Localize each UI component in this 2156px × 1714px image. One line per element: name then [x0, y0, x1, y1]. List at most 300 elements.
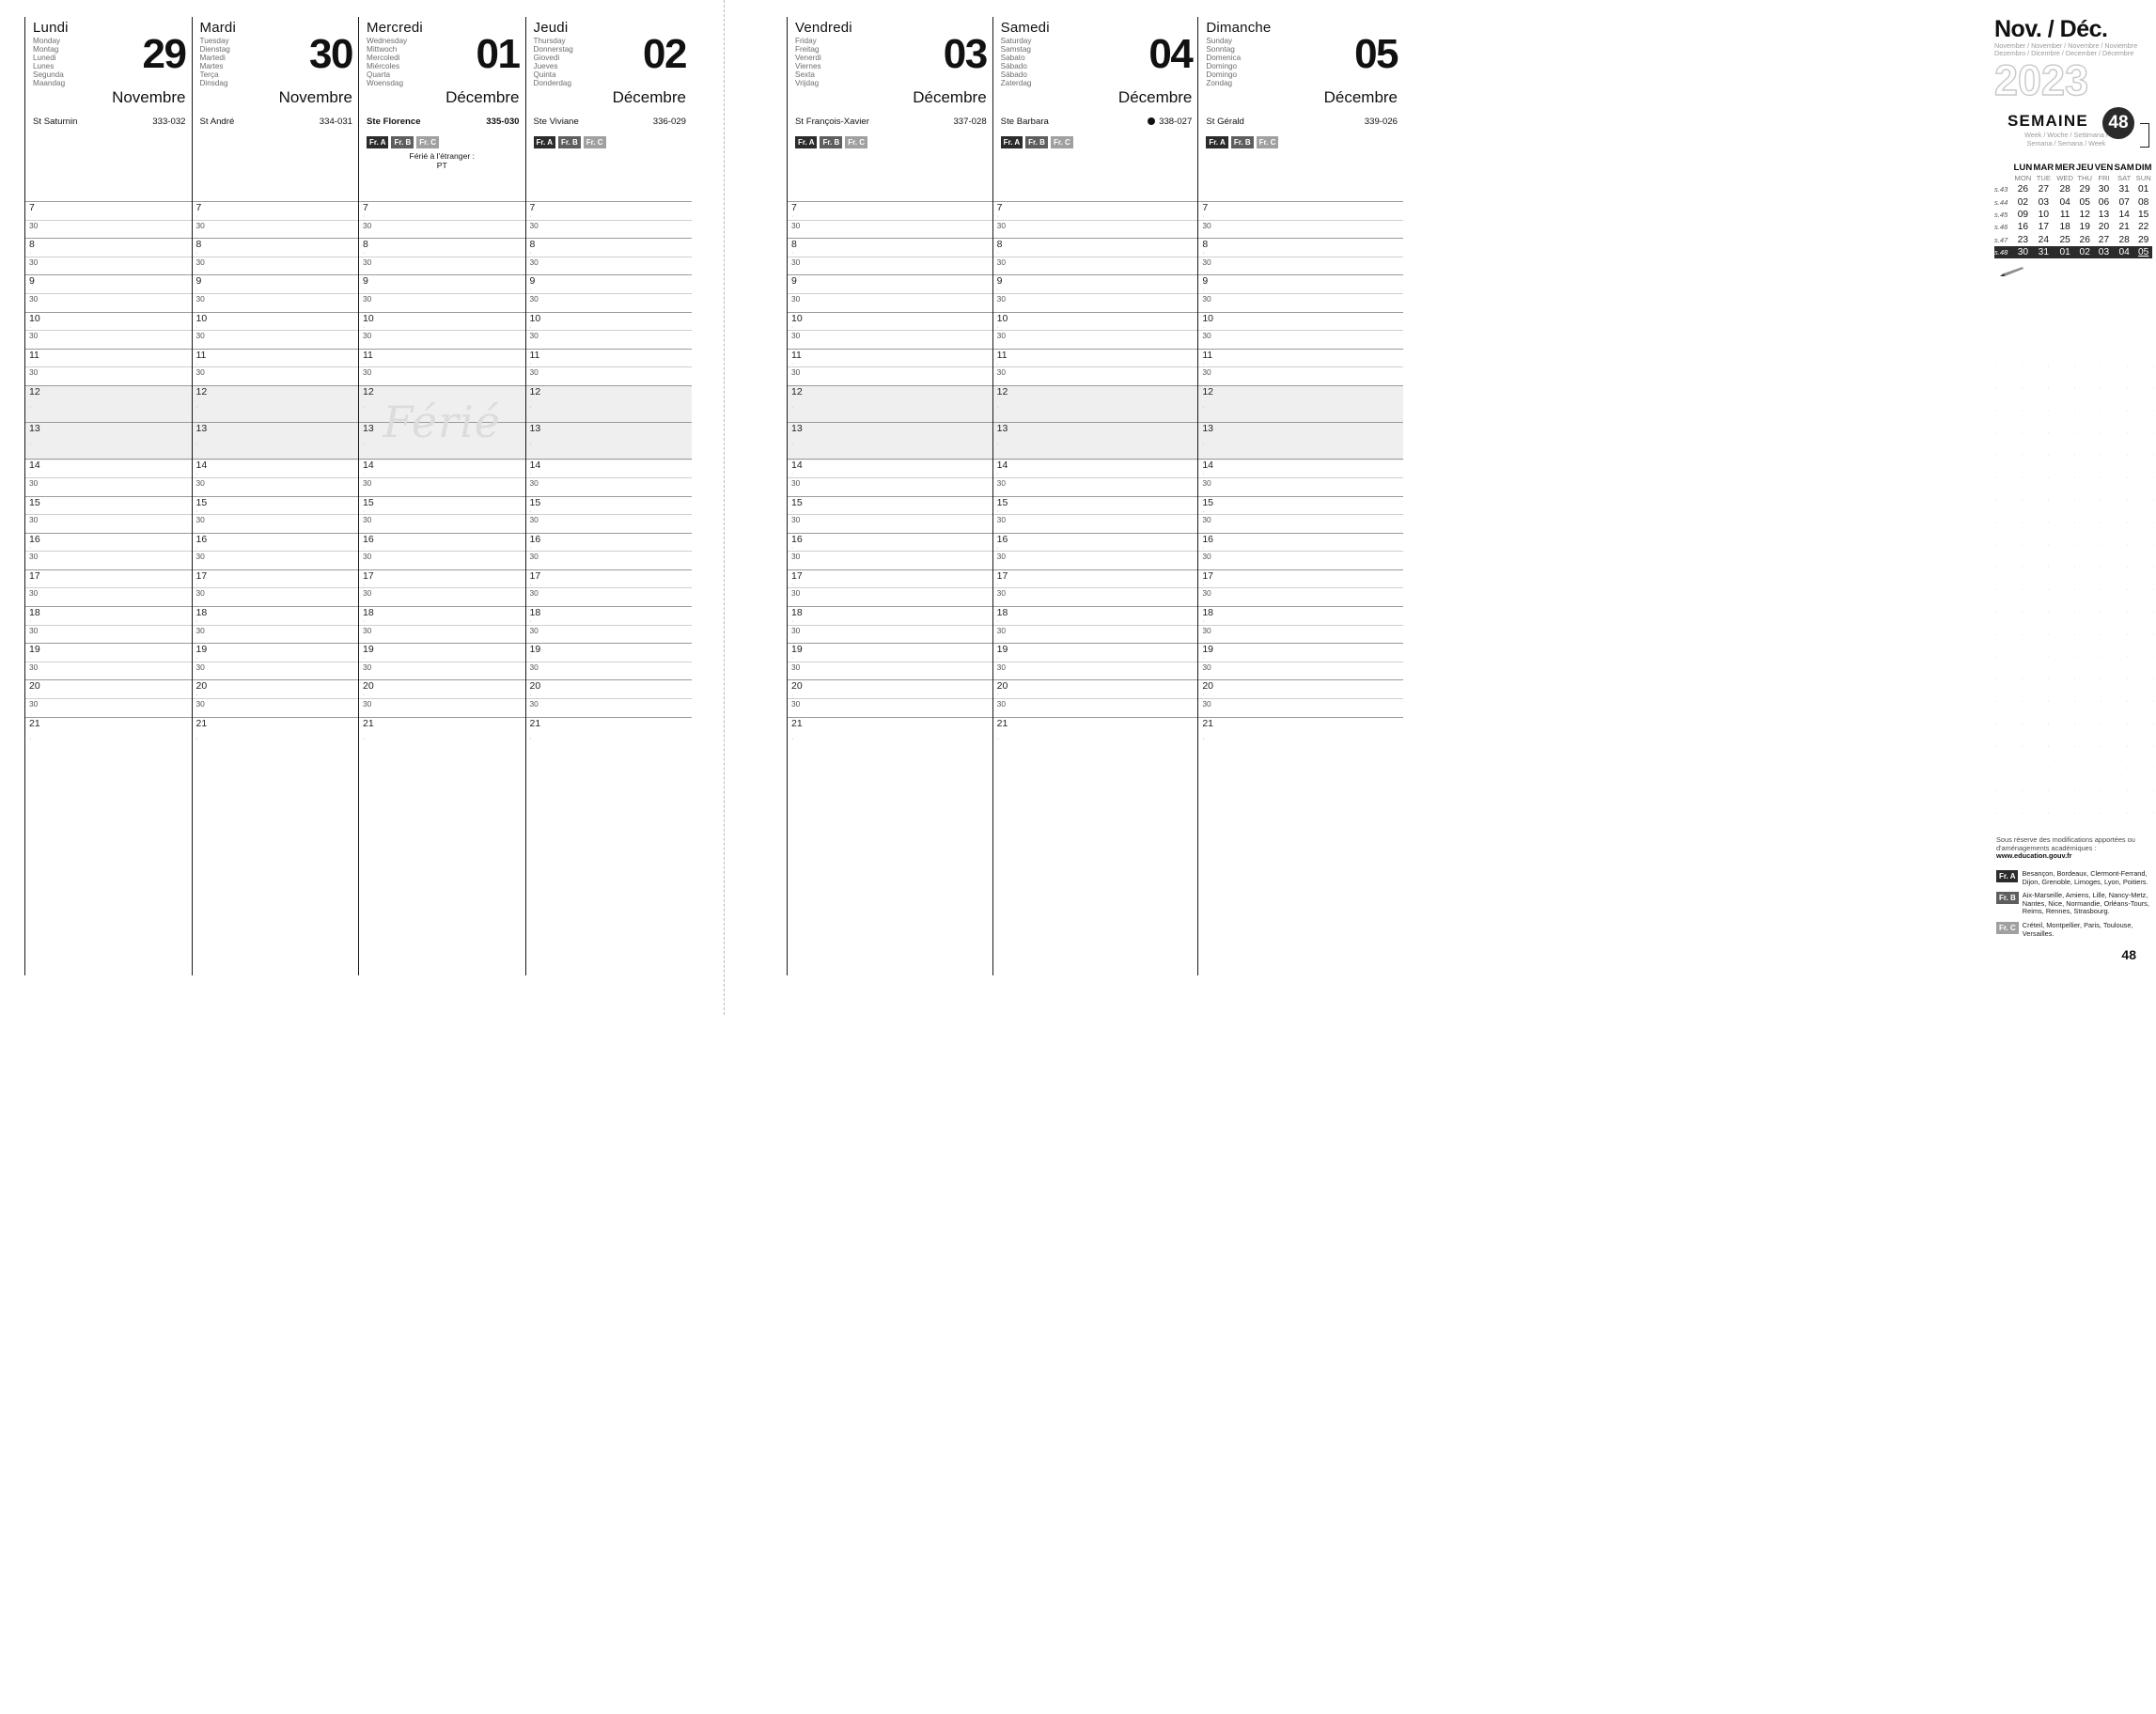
hour-line	[25, 496, 192, 497]
mini-cal-day[interactable]: 27	[2098, 234, 2110, 245]
hour-slots[interactable]	[359, 201, 525, 951]
mini-cal-day[interactable]: 16	[2017, 222, 2029, 233]
mini-cal-week-row[interactable]	[1994, 246, 2152, 258]
hour-line	[25, 717, 192, 718]
hour-slot[interactable]	[25, 459, 192, 495]
mini-cal-week-number: s.46	[1994, 223, 2008, 232]
hour-label: 17	[996, 569, 1008, 582]
mini-cal-day[interactable]: 29	[2138, 234, 2149, 245]
mini-cal-week-row[interactable]	[1994, 221, 2152, 233]
day-name: Mercredi	[367, 20, 423, 36]
hour-slot[interactable]	[526, 385, 693, 422]
hour-line	[359, 385, 525, 386]
hour-label: 12	[29, 385, 40, 397]
saint-row	[359, 115, 525, 132]
half-hour-line	[25, 514, 192, 515]
mini-cal-day[interactable]: 31	[2033, 246, 2054, 258]
hour-slot[interactable]	[526, 533, 693, 569]
hour-slot[interactable]	[193, 606, 359, 643]
hour-line	[1198, 385, 1403, 386]
day-number: 01	[476, 31, 520, 77]
hour-slot[interactable]	[1198, 717, 1403, 754]
half-hour-line	[1198, 698, 1403, 699]
half-hour-label: 30	[363, 515, 372, 525]
hour-slot[interactable]	[193, 459, 359, 495]
hour-slot[interactable]	[1198, 274, 1403, 311]
hour-line	[359, 422, 525, 423]
day-header	[25, 17, 192, 115]
mini-cal-day[interactable]: 05	[2079, 196, 2090, 208]
hour-slot[interactable]	[1198, 569, 1403, 606]
hour-line	[993, 679, 1198, 680]
hour-slot[interactable]	[359, 459, 525, 495]
hour-slot[interactable]	[1198, 643, 1403, 679]
half-hour-line	[993, 366, 1198, 367]
hour-line	[788, 533, 992, 534]
hour-slot[interactable]	[25, 643, 192, 679]
hour-slots[interactable]	[993, 201, 1198, 951]
half-hour-line	[25, 551, 192, 552]
hour-slot[interactable]	[993, 606, 1198, 643]
half-hour-line	[359, 330, 525, 331]
slot-dot: ·	[195, 360, 200, 367]
hour-slot[interactable]	[193, 643, 359, 679]
half-hour-line	[526, 366, 693, 367]
hour-slot[interactable]	[788, 679, 992, 716]
hour-slot[interactable]	[25, 422, 192, 459]
hour-slot[interactable]	[1198, 201, 1403, 238]
mini-cal-day[interactable]: 22	[2138, 222, 2149, 233]
mini-cal-weekday: DIM	[2134, 162, 2152, 173]
mini-cal-week-row[interactable]	[1994, 209, 2152, 221]
hour-slot[interactable]	[993, 496, 1198, 533]
hour-line	[1198, 201, 1403, 202]
hour-slot[interactable]	[193, 496, 359, 533]
mini-cal-week-row[interactable]	[1994, 195, 2152, 208]
mini-cal-day[interactable]: 27	[2038, 184, 2049, 195]
hour-slot[interactable]	[25, 679, 192, 716]
hour-line	[526, 643, 693, 644]
half-hour-label: 30	[195, 625, 205, 635]
hour-slot[interactable]	[25, 312, 192, 349]
hour-slot[interactable]	[993, 679, 1198, 716]
hour-slot[interactable]	[526, 643, 693, 679]
hour-line	[193, 717, 359, 718]
hour-slot[interactable]	[359, 679, 525, 716]
hour-slot[interactable]	[1198, 238, 1403, 274]
half-hour-label: 30	[996, 662, 1006, 672]
slot-dot: ·	[1202, 287, 1207, 294]
hour-slot[interactable]	[993, 349, 1198, 385]
mini-cal-day[interactable]: 04	[2059, 196, 2070, 208]
slot-dot: ·	[529, 250, 534, 257]
hour-slot[interactable]	[359, 533, 525, 569]
hour-slot[interactable]	[1198, 533, 1403, 569]
hour-label: 9	[195, 275, 202, 288]
hour-slot[interactable]	[25, 349, 192, 385]
mini-cal-day[interactable]: 02	[2017, 196, 2029, 208]
hour-line	[25, 533, 192, 534]
hour-slot[interactable]	[993, 717, 1198, 754]
hour-slot[interactable]	[788, 274, 992, 311]
hour-line	[1198, 274, 1403, 275]
hour-line	[993, 312, 1198, 313]
zone-tag: Fr. C	[845, 136, 867, 148]
mini-cal-day[interactable]: 20	[2098, 222, 2110, 233]
hour-slot[interactable]	[788, 385, 992, 422]
mini-cal-day[interactable]: 12	[2079, 209, 2090, 220]
slot-dot: ·	[996, 507, 1002, 515]
hour-slot[interactable]	[25, 385, 192, 422]
hour-slot[interactable]	[993, 312, 1198, 349]
half-hour-label: 30	[996, 367, 1006, 378]
day-name: Samedi	[1000, 20, 1050, 36]
mini-cal-day[interactable]: 26	[2017, 184, 2029, 195]
hour-slot[interactable]	[526, 717, 693, 754]
hour-slot[interactable]	[526, 496, 693, 533]
hour-slot[interactable]	[359, 606, 525, 643]
half-hour-line	[193, 587, 359, 588]
hour-slot[interactable]	[526, 422, 693, 459]
hour-slot[interactable]	[25, 717, 192, 754]
hour-slots[interactable]	[526, 201, 693, 951]
hour-slot[interactable]	[788, 717, 992, 754]
hour-slot[interactable]	[25, 606, 192, 643]
half-hour-label: 30	[195, 257, 205, 267]
mini-cal-day[interactable]: 31	[2118, 184, 2130, 195]
hour-slot[interactable]	[359, 569, 525, 606]
half-hour-line	[359, 514, 525, 515]
hour-slot[interactable]	[788, 422, 992, 459]
hour-slot[interactable]	[526, 679, 693, 716]
hour-label: 21	[195, 717, 208, 729]
moon-phase-icon	[1148, 117, 1155, 125]
hour-slot[interactable]	[526, 201, 693, 238]
hour-line	[359, 201, 525, 202]
hour-slot[interactable]	[25, 533, 192, 569]
hour-slots[interactable]	[25, 201, 192, 951]
hour-line	[526, 459, 693, 460]
slot-dot: ·	[791, 544, 796, 552]
hour-slot[interactable]	[788, 606, 992, 643]
mini-cal-day[interactable]: 18	[2059, 222, 2070, 233]
mini-cal-day[interactable]: 10	[2038, 209, 2049, 220]
hour-slot[interactable]	[1198, 422, 1403, 459]
hour-line	[359, 569, 525, 570]
hour-line	[993, 201, 1198, 202]
slot-dot: ·	[363, 287, 367, 294]
hour-slot[interactable]	[526, 274, 693, 311]
mini-cal-day[interactable]: 05	[2134, 246, 2152, 258]
slot-dot: ·	[996, 581, 1002, 588]
half-hour-label: 30	[29, 625, 39, 635]
day-of-year: 339-026	[1364, 117, 1398, 127]
slot-dot: ·	[529, 507, 534, 515]
hour-slot[interactable]	[193, 717, 359, 754]
hour-slot[interactable]	[788, 643, 992, 679]
hour-line	[1198, 643, 1403, 644]
hour-label: 11	[791, 349, 802, 361]
half-hour-label: 30	[996, 515, 1006, 525]
half-hour-label: 30	[529, 625, 539, 635]
mini-cal-day[interactable]: 19	[2079, 222, 2090, 233]
half-hour-label: 30	[791, 293, 801, 304]
zone-tag: Fr. C	[1257, 136, 1279, 148]
mini-cal-day[interactable]: 24	[2038, 234, 2049, 245]
hour-slot[interactable]	[25, 496, 192, 533]
hour-slot[interactable]	[526, 459, 693, 495]
mini-cal-day[interactable]: 04	[2114, 246, 2135, 258]
day-of-year: 334-031	[319, 117, 352, 127]
half-hour-line	[1198, 625, 1403, 626]
hour-slot[interactable]	[25, 569, 192, 606]
hour-slot[interactable]	[359, 643, 525, 679]
half-hour-line	[1198, 293, 1403, 294]
half-hour-label: 30	[996, 293, 1006, 304]
hour-slot[interactable]	[788, 569, 992, 606]
hour-label: 15	[363, 496, 374, 508]
holiday-zone-tags	[993, 132, 1198, 148]
mini-cal-day[interactable]: 23	[2017, 234, 2029, 245]
day-month: Décembre	[1323, 88, 1398, 106]
hour-line	[193, 569, 359, 570]
mini-cal-week-row[interactable]	[1994, 233, 2152, 245]
hour-line	[526, 274, 693, 275]
mini-cal-day[interactable]: 26	[2079, 234, 2090, 245]
hour-label: 19	[1202, 644, 1214, 656]
mini-cal-day[interactable]: 09	[2017, 209, 2029, 220]
hour-slot[interactable]	[526, 349, 693, 385]
hour-line	[993, 569, 1198, 570]
legal-notice: Sous réserve des modifications apportées ou d'aménagements académiques : www.education.gouv.fr	[1996, 835, 2135, 861]
hour-label: 7	[791, 202, 797, 213]
mini-cal-day[interactable]: 29	[2079, 184, 2090, 195]
mini-cal-day[interactable]: 21	[2118, 222, 2130, 233]
hour-label: 20	[29, 680, 40, 693]
half-hour-line	[193, 366, 359, 367]
mini-cal-day[interactable]: 08	[2138, 196, 2149, 208]
mini-cal-day[interactable]: 30	[2013, 246, 2033, 258]
hour-line	[993, 496, 1198, 497]
mini-cal-day[interactable]: 28	[2118, 234, 2130, 245]
hour-slot[interactable]	[993, 385, 1198, 422]
hour-slot[interactable]	[993, 201, 1198, 238]
hour-slot[interactable]	[193, 533, 359, 569]
half-hour-line	[25, 366, 192, 367]
mini-cal-day[interactable]: 01	[2138, 184, 2149, 195]
half-hour-line	[993, 625, 1198, 626]
notes-dot-grid[interactable]: · · · · · · · · · · · · · · · · · · · · · · · · · · · · · · · · · · · · · · · · · · · · · · · · · · · · · · · · · · · · · · · · · · · · · · · · · · · · · · · · · · · · · · · · · · · · · · · · · · · · · · · · · · · · · · · · · · · · · · · · · · · · · · · · · · · · · · · · · · · · · · · · · · ·	[1994, 363, 2155, 817]
hour-slots[interactable]	[788, 201, 992, 951]
hour-slot[interactable]	[359, 385, 525, 422]
hour-slot[interactable]	[359, 349, 525, 385]
hour-slot[interactable]	[526, 238, 693, 274]
half-hour-label: 30	[29, 662, 39, 672]
hour-line	[993, 349, 1198, 350]
day-name-languages: Thursday Donnerstag Giovedi Jueves Quinta Donderdag	[533, 37, 573, 88]
half-hour-line	[1198, 514, 1403, 515]
hour-label: 9	[1202, 275, 1209, 288]
slot-dot: ·	[29, 323, 34, 331]
saint-row	[193, 115, 359, 132]
mini-calendar	[1994, 161, 2152, 258]
hour-slot[interactable]	[993, 533, 1198, 569]
mini-cal-day[interactable]: 06	[2098, 196, 2110, 208]
hour-line	[1198, 533, 1403, 534]
hour-label: 19	[29, 644, 40, 656]
half-hour-line	[788, 477, 992, 478]
mini-cal-day[interactable]: 13	[2098, 209, 2110, 220]
day-name-languages: Monday Montag Lunedi Lunes Segunda Maandag	[33, 37, 66, 88]
mini-cal-weekday-en: SUN	[2135, 173, 2151, 182]
slot-dot: ·	[1202, 544, 1207, 552]
half-hour-label: 30	[996, 625, 1006, 635]
zone-tag: Fr. C	[584, 136, 606, 148]
half-hour-label: 30	[996, 552, 1006, 562]
slot-dot: ·	[996, 250, 1002, 257]
hour-slot[interactable]	[993, 569, 1198, 606]
hour-label: 20	[363, 680, 374, 693]
hour-line	[25, 385, 192, 386]
hour-slot[interactable]	[193, 569, 359, 606]
hour-line	[25, 679, 192, 680]
half-hour-label: 30	[529, 588, 539, 599]
mini-cal-day[interactable]: 07	[2118, 196, 2130, 208]
slot-dot: ·	[1202, 360, 1207, 367]
hour-slot[interactable]	[788, 201, 992, 238]
hour-slot[interactable]	[788, 496, 992, 533]
hour-slot[interactable]	[193, 274, 359, 311]
day-column	[525, 17, 693, 975]
hour-slot[interactable]	[359, 274, 525, 311]
hour-label: 14	[996, 460, 1008, 472]
half-hour-line	[359, 366, 525, 367]
slot-dot: ·	[529, 323, 534, 331]
hour-slot[interactable]	[526, 606, 693, 643]
hour-label: 10	[195, 312, 208, 324]
hour-slot[interactable]	[25, 274, 192, 311]
hour-slot[interactable]	[193, 201, 359, 238]
hour-slot[interactable]	[25, 238, 192, 274]
slot-dot: ·	[791, 692, 796, 699]
hour-slot[interactable]	[1198, 606, 1403, 643]
hour-slot[interactable]	[788, 533, 992, 569]
slot-dot: ·	[996, 618, 1002, 626]
slot-dot: ·	[29, 544, 34, 552]
hour-slot[interactable]	[1198, 679, 1403, 716]
hour-slot[interactable]	[193, 385, 359, 422]
hour-slot[interactable]	[993, 422, 1198, 459]
hour-label: 11	[363, 349, 373, 361]
hour-slot[interactable]	[993, 238, 1198, 274]
hour-slot[interactable]	[993, 643, 1198, 679]
hour-slot[interactable]	[359, 312, 525, 349]
hour-slot[interactable]	[359, 422, 525, 459]
mini-cal-day[interactable]: 25	[2059, 234, 2070, 245]
half-hour-label: 30	[1202, 367, 1211, 378]
hour-slots[interactable]	[1198, 201, 1403, 951]
hour-line	[993, 422, 1198, 423]
slot-dot: ·	[363, 213, 367, 220]
hour-line	[1198, 312, 1403, 313]
hour-slot[interactable]	[193, 679, 359, 716]
half-hour-label: 30	[195, 699, 205, 709]
half-hour-label: 30	[791, 625, 801, 635]
half-hour-label: 30	[29, 331, 39, 341]
hour-slot[interactable]	[788, 312, 992, 349]
half-hour-label: 30	[363, 220, 372, 230]
hour-slot[interactable]	[193, 349, 359, 385]
hour-slot[interactable]	[359, 496, 525, 533]
hour-slot[interactable]	[1198, 385, 1403, 422]
mini-cal-day[interactable]: 03	[2038, 196, 2049, 208]
left-page	[0, 0, 724, 1015]
mini-cal-day[interactable]: 03	[2094, 246, 2114, 258]
slot-dot: ·	[529, 544, 534, 552]
hour-slot[interactable]	[25, 201, 192, 238]
hour-label: 18	[363, 607, 374, 619]
mini-cal-day[interactable]: 14	[2118, 209, 2130, 220]
hour-label: 12	[791, 385, 803, 397]
hour-slot[interactable]	[1198, 459, 1403, 495]
slot-dot: ·	[529, 287, 534, 294]
hour-slot[interactable]	[993, 274, 1198, 311]
hour-slot[interactable]	[359, 201, 525, 238]
hour-slot[interactable]	[359, 717, 525, 754]
slot-dot: ·	[791, 507, 796, 515]
hour-slot[interactable]	[193, 312, 359, 349]
mini-cal-day[interactable]: 17	[2038, 222, 2049, 233]
mini-cal-weekday-en: FRI	[2098, 173, 2110, 182]
hour-slot[interactable]	[526, 312, 693, 349]
slot-dot: ·	[29, 618, 34, 626]
hour-slot[interactable]	[1198, 349, 1403, 385]
zone-tag: Fr. A	[1206, 136, 1227, 148]
mini-cal-day[interactable]: 01	[2054, 246, 2076, 258]
mini-cal-week-row[interactable]	[1994, 183, 2152, 195]
mini-cal-day[interactable]: 15	[2138, 209, 2149, 220]
half-hour-line	[993, 293, 1198, 294]
hour-slot[interactable]	[526, 569, 693, 606]
hour-line	[359, 533, 525, 534]
hour-slot[interactable]	[993, 459, 1198, 495]
hour-line	[1198, 717, 1403, 718]
zone-legend	[1996, 870, 2156, 943]
hour-slot[interactable]	[1198, 496, 1403, 533]
saint-name: St Saturnin	[33, 117, 78, 127]
hour-slot[interactable]	[1198, 312, 1403, 349]
mini-cal-day[interactable]: 11	[2059, 209, 2070, 220]
mini-cal-day[interactable]: 30	[2098, 184, 2110, 195]
hour-slot[interactable]	[788, 459, 992, 495]
hour-line	[993, 717, 1198, 718]
hour-slots[interactable]	[193, 201, 359, 951]
week-bracket-decoration	[2140, 123, 2149, 148]
hour-slot[interactable]	[788, 349, 992, 385]
hour-slot[interactable]	[359, 238, 525, 274]
mini-cal-day[interactable]: 02	[2075, 246, 2094, 258]
hour-label: 21	[791, 717, 803, 729]
hour-slot[interactable]	[193, 422, 359, 459]
slot-dot: ·	[363, 544, 367, 552]
saint-name: Ste Barbara	[1000, 117, 1049, 127]
day-columns-left	[24, 17, 692, 975]
mini-cal-day[interactable]: 28	[2059, 184, 2070, 195]
hour-slot[interactable]	[788, 238, 992, 274]
hour-slot[interactable]	[193, 238, 359, 274]
slot-dot: ·	[996, 287, 1002, 294]
holiday-zone-tags	[788, 132, 992, 148]
